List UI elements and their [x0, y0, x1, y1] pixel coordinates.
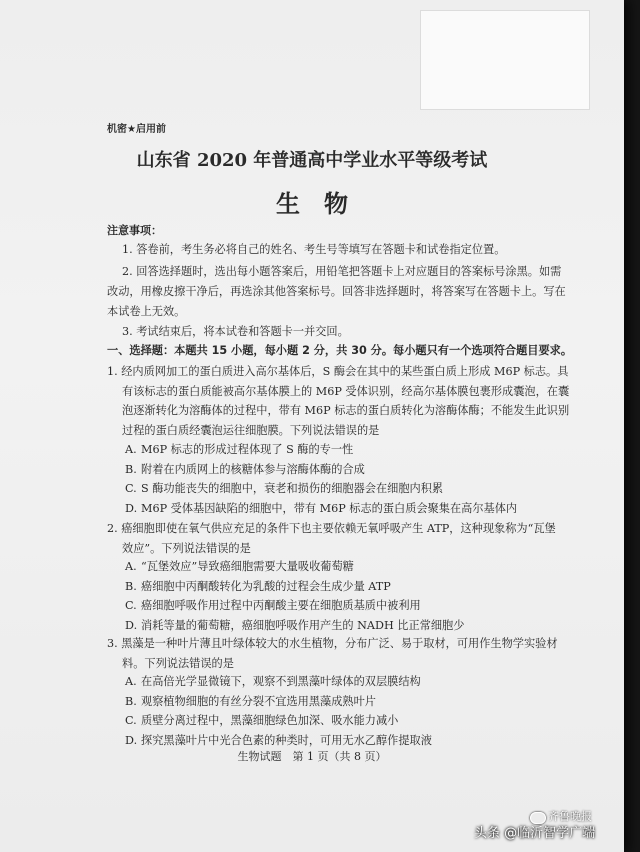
answer-option — [125, 616, 464, 636]
question-stem-line: 有该标志的蛋白质能被高尔基体膜上的 M6P 受体识别，经高尔基体膜包裹形成囊泡，在囊 — [122, 384, 570, 398]
question-stem-line: 料。下列说法错误的是 — [122, 656, 234, 670]
option-letter: A. — [125, 443, 137, 456]
answer-option — [125, 596, 421, 616]
exam-title: 山东省 2020 年普通高中学业水平等级考试 — [136, 150, 488, 171]
notice-item-line: 1. 答卷前，考生务必将自己的姓名、考生号等填写在答题卡和试卷指定位置。 — [122, 243, 506, 256]
question-stem-line: 过程的蛋白质经囊泡运往细胞膜。下列说法错误的是 — [122, 423, 380, 437]
notice-item-line: 2. 回答选择题时，选出每小题答案后，用铅笔把答题卡上对应题目的答案标号涂黑。如需 — [122, 265, 562, 278]
answer-option — [125, 499, 517, 519]
answer-option — [125, 692, 376, 712]
notice-item-line: 3. 考试结束后，将本试卷和答题卡一并交回。 — [122, 325, 349, 338]
option-letter: C. — [125, 714, 137, 727]
watermark-text: 头条 @临沂智学广端 — [474, 826, 596, 841]
question-stem-line: 效应”。下列说法错误的是 — [122, 541, 251, 555]
notice-item-line: 改动，用橡皮擦干净后，再选涂其他答案标号。回答非选择题时，将答案写在答题卡上。写在 — [107, 285, 566, 298]
option-letter: B. — [125, 694, 137, 708]
option-text: S 酶功能丧失的细胞中，衰老和损伤的细胞器会在细胞内积累 — [141, 482, 444, 495]
answer-option — [125, 440, 353, 460]
option-text: 附着在内质网上的核糖体参与溶酶体酶的合成 — [141, 462, 365, 476]
option-text: 在高倍光学显微镜下，观察不到黑藻叶绿体的双层膜结构 — [141, 675, 421, 688]
answer-option — [125, 557, 354, 577]
answer-option — [125, 711, 398, 731]
question-stem-line: 3. 黑藻是一种叶片薄且叶绿体较大的水生植物，分布广泛、易于取材，可用作生物学实验材 — [107, 637, 558, 650]
option-letter: A. — [125, 560, 137, 573]
answer-option — [125, 460, 365, 480]
subject-title: 生物 — [276, 189, 372, 218]
question-stem-line: 2. 癌细胞即使在氧气供应充足的条件下也主要依赖无氧呼吸产生 ATP，这种现象称为“瓦堡 — [107, 522, 556, 535]
option-text: 探究黑藻叶片中光合色素的种类时，可用无水乙醇作提取液 — [141, 733, 432, 747]
option-text: M6P 受体基因缺陷的细胞中，带有 M6P 标志的蛋白质会聚集在高尔基体内 — [141, 501, 518, 515]
section-heading: 一、选择题：本题共 15 小题，每小题 2 分，共 30 分。每小题只有一个选项符合题目要求。 — [107, 344, 573, 357]
redacted-box — [420, 10, 590, 110]
option-text: 质壁分离过程中，黑藻细胞绿色加深、吸水能力减小 — [141, 714, 399, 727]
option-letter: A. — [125, 675, 137, 688]
answer-option — [125, 479, 443, 499]
option-text: “瓦堡效应”导致癌细胞需要大量吸收葡萄糖 — [141, 560, 354, 573]
question-stem-line: 泡逐渐转化为溶酶体的过程中，带有 M6P 标志的蛋白质转化为溶酶体酶；不能发生此识别 — [122, 404, 570, 417]
option-text: 观察植物细胞的有丝分裂不宜选用黑藻成熟叶片 — [141, 694, 376, 708]
option-letter: D. — [125, 733, 138, 747]
option-text: 癌细胞呼吸作用过程中丙酮酸主要在细胞质基质中被利用 — [141, 599, 421, 612]
notice-heading: 注意事项： — [107, 224, 162, 237]
option-letter: B. — [125, 462, 137, 476]
notice-item-line: 本试卷上无效。 — [107, 305, 186, 318]
option-letter: C. — [125, 599, 137, 612]
page-footer: 生物试题 第 1 页（共 8 页） — [237, 750, 387, 763]
option-letter: C. — [125, 482, 137, 495]
answer-option — [125, 672, 421, 692]
watermark-account: 齐鲁晚报 — [548, 810, 592, 823]
option-text: 消耗等量的葡萄糖，癌细胞呼吸作用产生的 NADH 比正常细胞少 — [141, 618, 465, 632]
option-text: 癌细胞中丙酮酸转化为乳酸的过程会生成少量 ATP — [141, 579, 391, 593]
option-text: M6P 标志的形成过程体现了 S 酶的专一性 — [141, 443, 354, 456]
answer-option — [125, 577, 391, 597]
option-letter: D. — [125, 501, 138, 515]
option-letter: D. — [125, 618, 138, 632]
option-letter: B. — [125, 579, 137, 593]
question-stem-line: 1. 经内质网加工的蛋白质进入高尔基体后，S 酶会在其中的某些蛋白质上形成 M6P 标志。具 — [107, 365, 569, 378]
confidential-label: 机密★启用前 — [107, 124, 166, 135]
